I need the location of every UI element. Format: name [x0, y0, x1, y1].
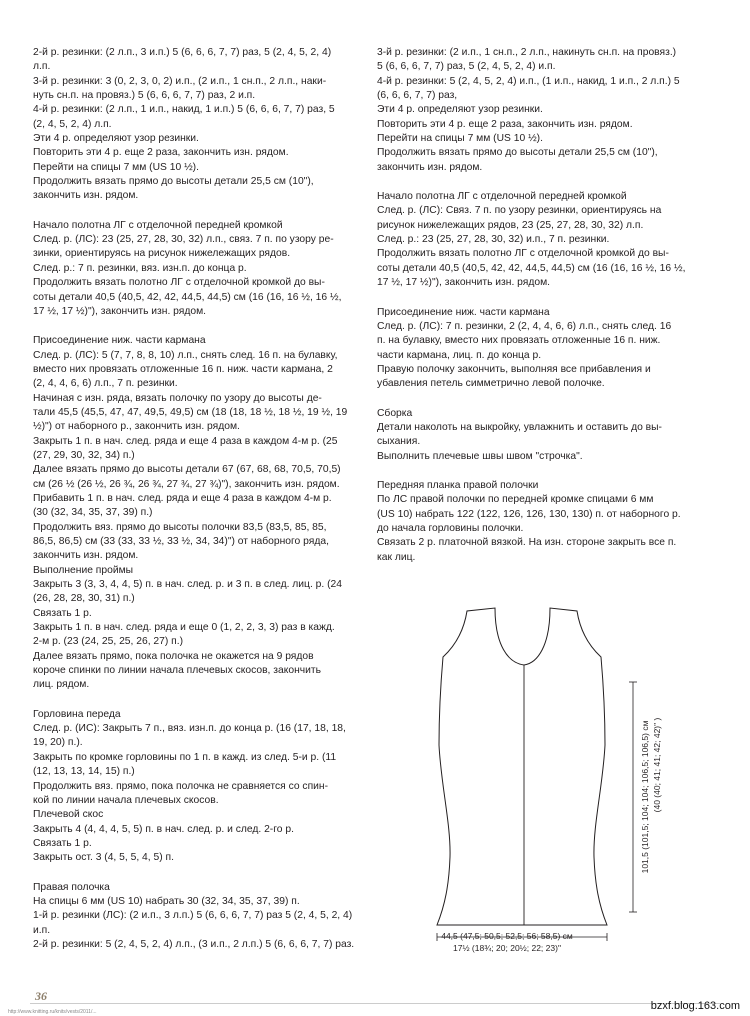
- text-line: соты детали 40,5 (40,5, 42, 42, 44,5, 44,5) см (16 (16, 16 ½, 16 ½,: [377, 262, 686, 274]
- text-line: След. р.: 23 (25, 27, 28, 30, 32) и.п., 7 п. резинки.: [377, 234, 610, 246]
- text-line: рисунок нижележащих рядов, 23 (25, 27, 28, 30, 32) л.п.: [377, 219, 644, 231]
- text-block: [33, 708, 363, 866]
- text-line: закончить изн. рядом.: [377, 161, 483, 173]
- text-line: Продолжить вязать прямо до высоты детали 25,5 см (10"),: [377, 147, 658, 159]
- text-block: [377, 306, 717, 392]
- text-line: (6, 6, 6, 7, 7) раз,: [377, 90, 458, 102]
- text-line: 17 ½, 17 ½)"), закончить изн. рядом.: [377, 277, 551, 289]
- text-line: см (26 ½ (26 ½, 26 ¾, 26 ¾, 27 ¾, 27 ¾)"), закончить изн. рядом.: [33, 478, 340, 490]
- text-line: соты детали 40,5 (40,5, 42, 42, 44,5, 44,5) см (16 (16, 16 ½, 16 ½,: [33, 291, 342, 303]
- text-line: Далее вязать прямо до высоты детали 67 (67, 68, 68, 70,5, 70,5): [33, 464, 341, 476]
- text-line: (30 (32, 34, 35, 37, 39) п.): [33, 507, 153, 519]
- text-line: закончить изн. рядом.: [33, 550, 139, 562]
- text-line: Перейти на спицы 7 мм (US 10 ½).: [377, 133, 543, 145]
- text-line: 2-й р. резинки: (2 л.п., 3 и.п.) 5 (6, 6, 6, 7, 7) раз, 5 (2, 4, 5, 2, 4): [33, 47, 332, 58]
- text-line: Эти 4 р. определяют узор резинки.: [377, 104, 543, 116]
- text-line: На спицы 6 мм (US 10) набрать 30 (32, 34, 35, 37, 39) п.: [33, 895, 300, 907]
- height-dimension: [629, 682, 637, 912]
- text-line: (12, 13, 13, 14, 15) п.): [33, 766, 135, 778]
- text-line: ½)") от наборного р., закончить изн. рядом.: [33, 421, 240, 433]
- text-line: Плечевой скос: [33, 809, 104, 821]
- text-line: Далее вязать прямо, пока полочка не окажется на 9 рядов: [33, 650, 314, 662]
- paragraph-gap: [33, 204, 363, 219]
- page-number: 36: [35, 989, 47, 1003]
- text-block: [377, 190, 717, 290]
- text-line: тали 45,5 (45,5, 47, 47, 49,5, 49,5) см (18 (18, 18 ½, 18 ½, 19 ½, 19: [33, 406, 348, 418]
- text-line: (2, 4, 4, 6, 6) л.п., 7 п. резинки.: [33, 378, 178, 390]
- text-line: 4-й р. резинки: 5 (2, 4, 5, 2, 4) и.п., (1 и.п., накид, 1 и.п., 2 л.п.) 5: [377, 75, 680, 87]
- text-line: сыхания.: [377, 436, 421, 448]
- footer-url: http://www.knitting.ru/knits/vests/2011/...: [8, 1009, 97, 1015]
- text-line: 4-й р. резинки: (2 л.п., 1 и.п., накид, 1 и.п.) 5 (6, 6, 6, 7, 7) раз, 5: [33, 104, 335, 116]
- width-cm-label: 44,5 (47,5; 50,5; 52,5; 56; 58,5) см: [441, 931, 573, 941]
- text-line: (US 10) набрать 122 (122, 126, 126, 130, 130) п. от наборного р.: [377, 508, 681, 520]
- text-line: и.п.: [33, 924, 51, 936]
- text-line: до начала горловины полочки.: [377, 522, 524, 534]
- text-line: По ЛС правой полочки по передней кромке спицами 6 мм: [377, 494, 654, 506]
- text-line: л.п.: [33, 61, 51, 73]
- text-line: Передняя планка правой полочки: [377, 479, 539, 491]
- text-line: Детали наколоть на выкройку, увлажнить и оставить до вы-: [377, 421, 662, 433]
- text-line: Продолжить вяз. прямо до высоты полочки 83,5 (83,5, 85, 85,: [33, 521, 327, 533]
- text-block: [377, 479, 717, 565]
- text-line: Правая полочка: [33, 881, 110, 893]
- vest-outline: [437, 608, 607, 925]
- text-line: Закрыть 3 (3, 3, 4, 4, 5) п. в нач. след. р. и 3 п. в след. лиц. р. (24: [33, 579, 343, 591]
- text-line: Начиная с изн. ряда, вязать полочку по узору до высоты де-: [33, 392, 322, 404]
- text-block: [33, 132, 363, 204]
- text-line: 3-й р. резинки: 3 (0, 2, 3, 0, 2) и.п., (2 и.п., 1 сн.п., 2 л.п., наки-: [33, 75, 327, 87]
- text-line: закончить изн. рядом.: [33, 190, 139, 202]
- text-line: Продолжить вязать полотно ЛГ с отделочной кромкой до вы-: [377, 248, 669, 260]
- text-line: лиц. рядом.: [33, 679, 90, 691]
- text-line: вместо них провязать отложенные 16 п. ниж. части кармана, 2: [33, 363, 333, 375]
- width-in-label: 17½ (18¾; 20; 20½; 22; 23)": [453, 943, 561, 953]
- text-line: как лиц.: [377, 551, 416, 563]
- paragraph-gap: [377, 175, 717, 190]
- paragraph-gap: [33, 693, 363, 708]
- text-block: [33, 75, 363, 104]
- text-line: След. р. (ЛС): 7 п. резинки, 2 (2, 4, 4, 6, 6) л.п., снять след. 16: [377, 320, 672, 332]
- right-column: [377, 46, 717, 565]
- text-line: След. р.: 7 п. резинки, вяз. изн.п. до конца р.: [33, 262, 247, 274]
- text-line: Закрыть 1 п. в нач. след. ряда и еще 4 раза в каждом 4-м р. (25: [33, 435, 338, 447]
- text-line: Закрыть ост. 3 (4, 5, 5, 4, 5) п.: [33, 852, 174, 864]
- text-line: 86,5, 86,5) см (33 (33, 33 ½, 33 ½, 34, 34)") от наборного ряда,: [33, 536, 329, 547]
- text-line: зинки, ориентируясь на рисунок нижележащих рядов.: [33, 248, 291, 260]
- text-line: Связать 1 р.: [33, 837, 92, 849]
- text-line: Правую полочку закончить, выполняя все прибавления и: [377, 363, 651, 375]
- height-cm-label: 101,5 (101,5; 104; 104; 106,5; 106,5) см: [640, 720, 650, 874]
- text-line: След. р. (ИС): Закрыть 7 п., вяз. изн.п. до конца р. (16 (17, 18, 18,: [33, 723, 346, 735]
- text-line: убавления петель симметрично левой полочке.: [377, 378, 605, 390]
- text-line: Выполнить плечевые швы швом "строчка".: [377, 450, 583, 462]
- text-block: [33, 219, 363, 319]
- paragraph-gap: [377, 392, 717, 407]
- text-line: Закрыть 1 п. в нач. след. ряда и еще 0 (1, 2, 2, 3, 3) раз в кажд.: [33, 622, 335, 634]
- text-line: Горловина переда: [33, 708, 121, 720]
- paragraph-gap: [377, 464, 717, 479]
- text-line: 5 (6, 6, 6, 7, 7) раз, 5 (2, 4, 5, 2, 4) и.п.: [377, 61, 556, 73]
- text-line: (2, 4, 5, 2, 4) л.п.: [33, 118, 112, 130]
- text-line: Повторить эти 4 р. еще 2 раза, закончить изн. рядом.: [33, 147, 289, 159]
- text-block: [377, 46, 717, 175]
- text-line: короче спинки по линии начала плечевых скосов, закончить: [33, 665, 321, 677]
- text-line: кой по линии начала плечевых скосов.: [33, 794, 219, 806]
- blog-watermark: bzxf.blog.163.com: [650, 1000, 740, 1012]
- text-line: След. р. (ЛС): 23 (25, 27, 28, 30, 32) л.п., связ. 7 п. по узору ре-: [33, 234, 334, 246]
- text-line: Повторить эти 4 р. еще 2 раза, закончить изн. рядом.: [377, 118, 633, 130]
- left-column: [33, 46, 363, 952]
- text-line: Выполнение проймы: [33, 564, 134, 576]
- text-line: 19, 20) п.).: [33, 737, 83, 749]
- text-line: Присоединение ниж. части кармана: [33, 335, 206, 347]
- text-line: Продолжить вяз. прямо, пока полочка не сравняется со спин-: [33, 780, 329, 792]
- text-line: Прибавить 1 п. в нач. след. ряда и еще 4 раза в каждом 4-м р.: [33, 492, 332, 504]
- text-line: Присоединение ниж. части кармана: [377, 306, 550, 318]
- text-block: [33, 881, 363, 953]
- text-line: След. р. (ЛС): Связ. 7 п. по узору резинки, ориентируясь на: [377, 205, 662, 217]
- text-line: (26, 28, 28, 30, 31) п.): [33, 593, 135, 605]
- footer-divider: [30, 1003, 720, 1004]
- text-line: 2-й р. резинки: 5 (2, 4, 5, 2, 4) л.п., (3 и.п., 2 л.п.) 5 (6, 6, 6, 7, 7) раз.: [33, 938, 355, 950]
- text-line: След. р. (ЛС): 5 (7, 7, 8, 8, 10) л.п., снять след. 16 п. на булавку,: [33, 349, 338, 361]
- text-line: части кармана, лиц. п. до конца р.: [377, 349, 542, 361]
- text-block: [33, 103, 363, 132]
- text-line: Связать 2 р. платочной вязкой. На изн. стороне закрыть все п.: [377, 537, 677, 549]
- text-line: 1-й р. резинки (ЛС): (2 и.п., 3 л.п.) 5 (6, 6, 6, 7, 7) раз 5 (2, 4, 5, 2, 4): [33, 910, 353, 922]
- paragraph-gap: [33, 319, 363, 334]
- text-block: [33, 334, 363, 693]
- vest-schematic: [415, 595, 715, 980]
- text-line: Перейти на спицы 7 мм (US 10 ½).: [33, 161, 199, 173]
- text-line: Связать 1 р.: [33, 607, 92, 619]
- text-line: Эти 4 р. определяют узор резинки.: [33, 133, 199, 145]
- text-line: нуть сн.п. на провяз.) 5 (6, 6, 6, 7, 7) раз, 2 и.п.: [33, 90, 256, 102]
- text-line: Начало полотна ЛГ с отделочной передней кромкой: [33, 219, 283, 231]
- text-line: Закрыть 4 (4, 4, 4, 5, 5) п. в нач. след. р. и след. 2-го р.: [33, 823, 294, 835]
- text-line: 3-й р. резинки: (2 и.п., 1 сн.п., 2 л.п., накинуть сн.п. на провяз.): [377, 47, 677, 58]
- text-line: п. на булавку, вместо них провязать отложенные 16 п. ниж.: [377, 335, 661, 347]
- text-line: Сборка: [377, 407, 413, 419]
- text-block: [377, 407, 717, 464]
- text-line: Продолжить вязать прямо до высоты детали 25,5 см (10"),: [33, 176, 314, 188]
- text-line: 17 ½, 17 ½)"), закончить изн. рядом.: [33, 305, 207, 317]
- text-block: [33, 46, 363, 75]
- height-in-label: (40 (40; 41; 41; 42; 42)" ): [652, 717, 662, 813]
- text-line: 2-м р. (23 (24, 25, 25, 26, 27) п.): [33, 636, 184, 648]
- paragraph-gap: [33, 866, 363, 881]
- paragraph-gap: [377, 291, 717, 306]
- text-line: (27, 29, 30, 32, 34) п.): [33, 449, 135, 461]
- text-line: Закрыть по кромке горловины по 1 п. в кажд. из след. 5-и р. (11: [33, 751, 337, 763]
- text-line: Начало полотна ЛГ с отделочной передней кромкой: [377, 191, 627, 203]
- text-line: Продолжить вязать полотно ЛГ с отделочной кромкой до вы-: [33, 277, 325, 289]
